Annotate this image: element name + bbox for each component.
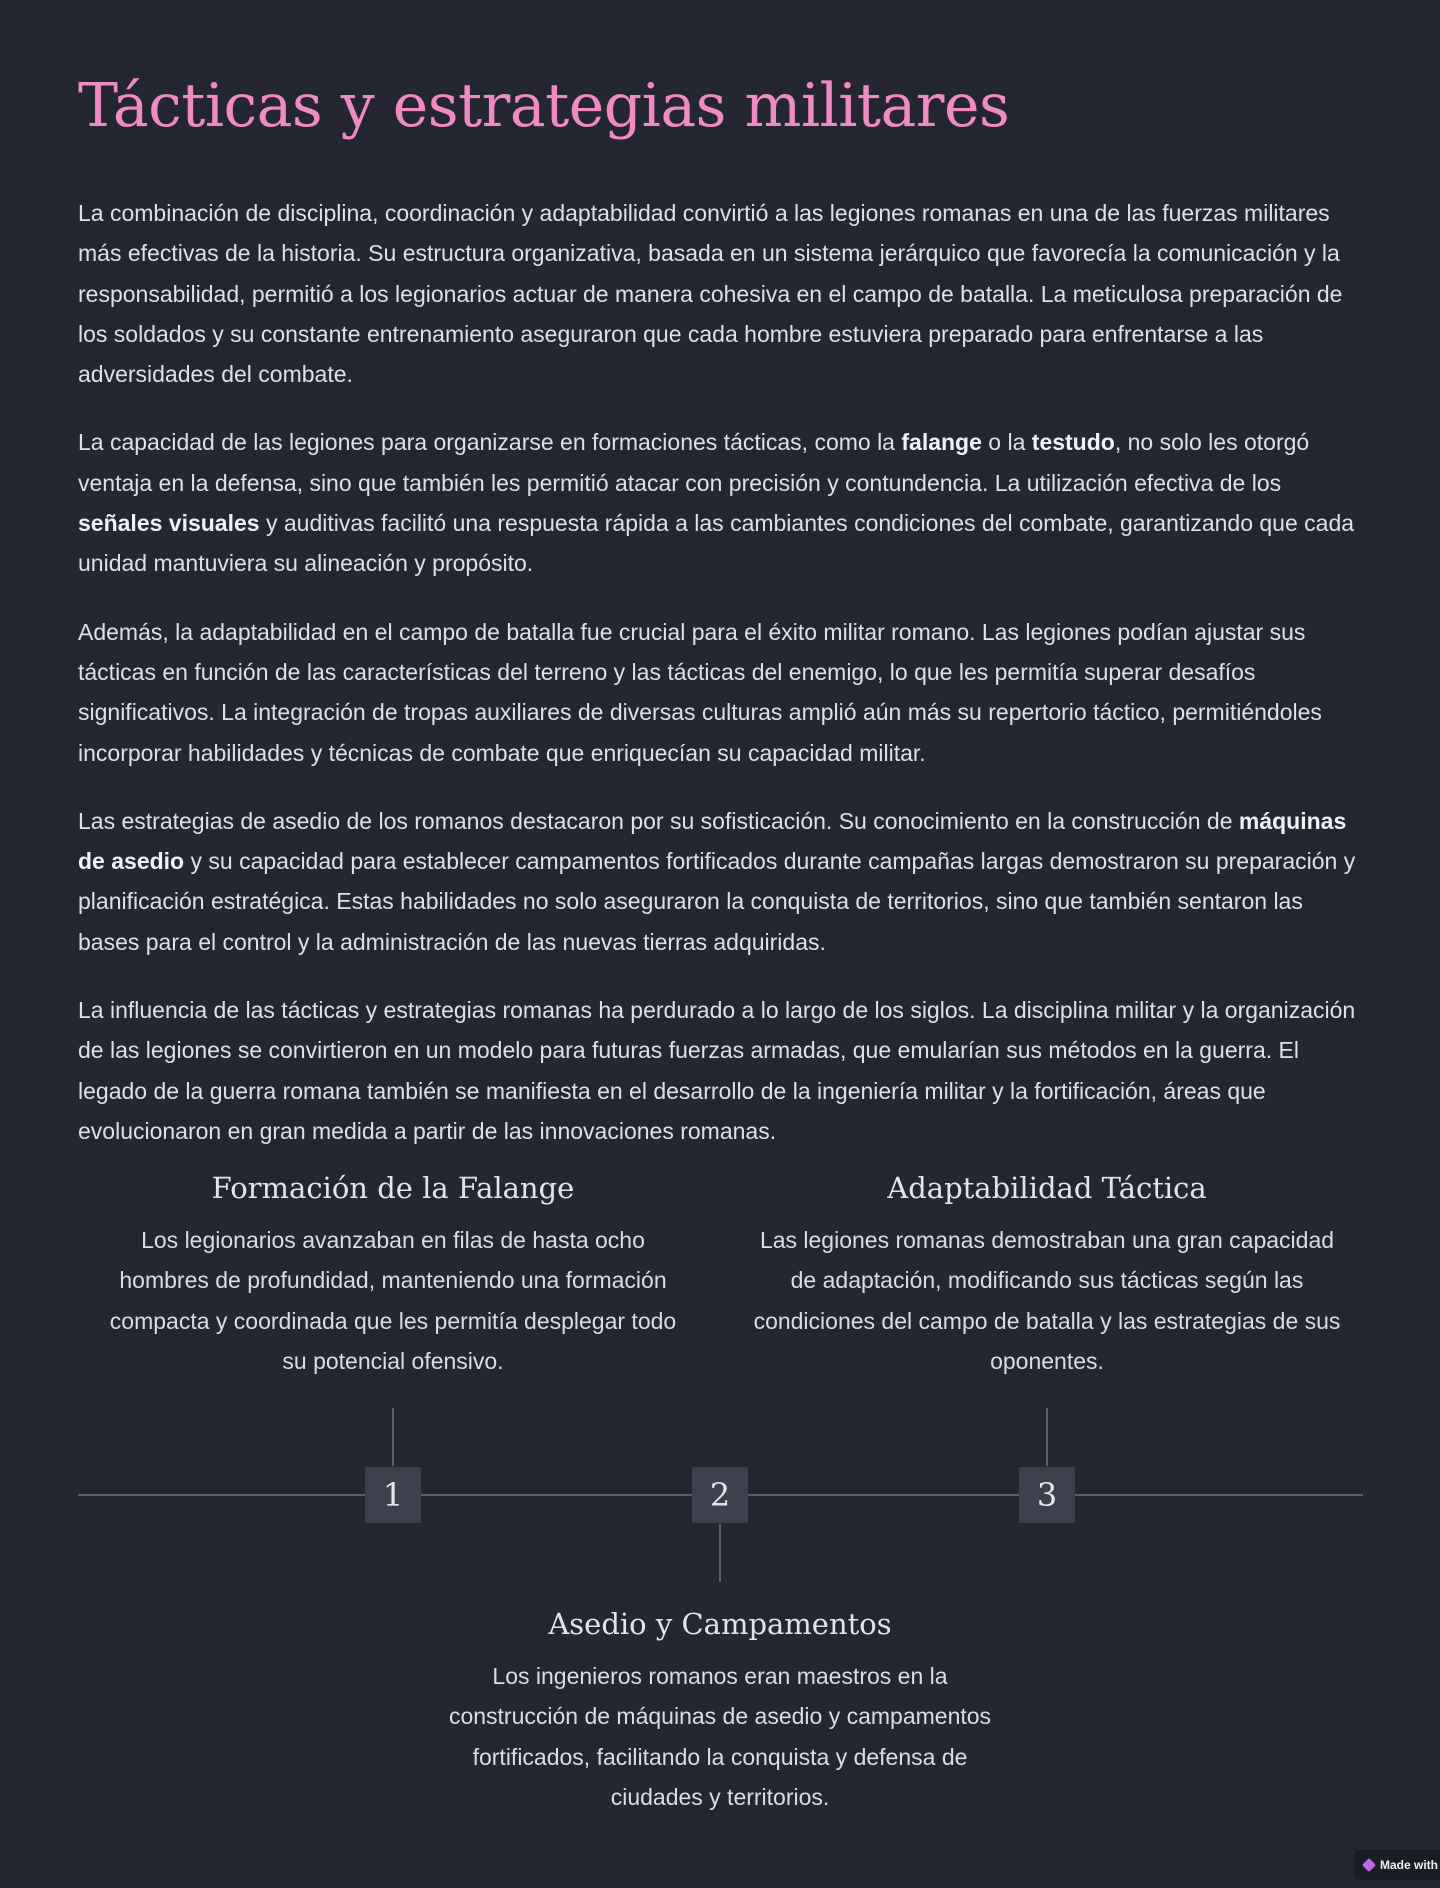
timeline-connector bbox=[719, 1524, 721, 1582]
timeline-node-1: 1 bbox=[365, 1467, 421, 1523]
gamma-logo-icon bbox=[1362, 1858, 1376, 1872]
paragraph-text: La influencia de las tácticas y estrategias romanas ha perdurado a lo largo de los siglos. La disciplina militar y la organización de las legiones se convirtieron en un modelo para futuras fuerzas armadas, que emularían sus métodos en la guerra. El legado de la guerra romana también se manifiesta en el desarrollo de la ingeniería militar y la fortificación, áreas que evolucionaron en gran medida a partir de las innovaciones romanas. bbox=[78, 997, 1356, 1144]
timeline-card-adaptabilidad bbox=[747, 1168, 1347, 1381]
emphasis-text: testudo bbox=[1031, 429, 1115, 456]
paragraph-4 bbox=[78, 801, 1363, 962]
paragraph-text: Además, la adaptabilidad en el campo de batalla fue crucial para el éxito militar romano. Las legiones podían ajustar sus tácticas en función de las características del terreno y las tácticas del enemigo, lo que les permitía superar desafíos significativos. La integración de tropas auxiliares de diversas culturas amplió aún más su repertorio táctico, permitiéndoles incorporar habilidades y técnicas de combate que enriquecían su capacidad militar. bbox=[78, 618, 1322, 766]
timeline-card-falange bbox=[93, 1168, 693, 1381]
paragraph-3 bbox=[78, 612, 1363, 773]
emphasis-text: señales visuales bbox=[78, 510, 260, 537]
paragraph-2 bbox=[78, 422, 1363, 583]
timeline-node-2: 2 bbox=[692, 1467, 748, 1523]
timeline-card-description: Los legionarios avanzaban en filas de hasta ocho hombres de profundidad, manteniendo una formación compacta y coordinada que les permitía desplegar todo su potencial ofensivo. bbox=[109, 1227, 677, 1374]
paragraph-text: La combinación de disciplina, coordinación y adaptabilidad convirtió a las legiones romanas en una de las fuerzas militares más efectivas de la historia. Su estructura organizativa, basada en un sistema jerárquico que favorecía la comunicación y la responsabilidad, permitió a los legionarios actuar de manera cohesiva en el campo de batalla. La meticulosa preparación de los soldados y su constante entrenamiento aseguraron que cada hombre estuviera preparado para enfrentarse a las adversidades del combate. bbox=[78, 200, 1343, 388]
timeline-card-description: Los ingenieros romanos eran maestros en la construcción de máquinas de asedio y campamentos fortificados, facilitando la conquista y defensa de ciudades y territorios. bbox=[448, 1663, 992, 1810]
paragraph-5 bbox=[78, 990, 1363, 1151]
timeline-card-title: Asedio y Campamentos bbox=[548, 1607, 892, 1641]
paragraph-text: La capacidad de las legiones para organizarse en formaciones tácticas, como la bbox=[78, 429, 902, 456]
paragraph-text: y auditivas facilitó una respuesta rápida a las cambiantes condiciones del combate, garantizando que cada unidad mantuviera su alineación y propósito. bbox=[78, 510, 1355, 577]
timeline-node-3: 3 bbox=[1019, 1467, 1075, 1523]
page-title: Tácticas y estrategias militares bbox=[78, 71, 1010, 141]
paragraph-text: o la bbox=[981, 429, 1032, 456]
timeline-card-title: Formación de la Falange bbox=[211, 1171, 575, 1205]
emphasis-text: falange bbox=[901, 429, 982, 456]
paragraph-text: , no solo les otorgó ventaja en la defensa, sino que también les permitió atacar con precisión y contundencia. La utilización efectiva de los bbox=[78, 429, 1310, 496]
timeline-card-title: Adaptabilidad Táctica bbox=[887, 1171, 1207, 1205]
paragraph-text: y su capacidad para establecer campamentos fortificados durante campañas largas demostraron su preparación y planificación estratégica. Estas habilidades no solo aseguraron la conquista de territorios, sino que también sentaron las bases para el control y la administración de las nuevas tierras adquiridas. bbox=[78, 848, 1356, 955]
timeline-connector bbox=[392, 1408, 394, 1466]
timeline-connector bbox=[1046, 1408, 1048, 1466]
paragraph-text: Las estrategias de asedio de los romanos destacaron por su sofisticación. Su conocimiento en la construcción de bbox=[78, 807, 1239, 834]
made-with-badge[interactable] bbox=[1354, 1850, 1440, 1880]
article-body bbox=[78, 193, 1363, 1179]
timeline-card-asedio bbox=[420, 1604, 1020, 1817]
made-with-label: Made with bbox=[1380, 1858, 1439, 1872]
emphasis-text: máquinas de asedio bbox=[78, 807, 1347, 875]
paragraph-1 bbox=[78, 193, 1363, 394]
timeline-card-description: Las legiones romanas demostraban una gran capacidad de adaptación, modificando sus tácticas según las condiciones del campo de batalla y las estrategias de sus oponentes. bbox=[753, 1227, 1341, 1374]
